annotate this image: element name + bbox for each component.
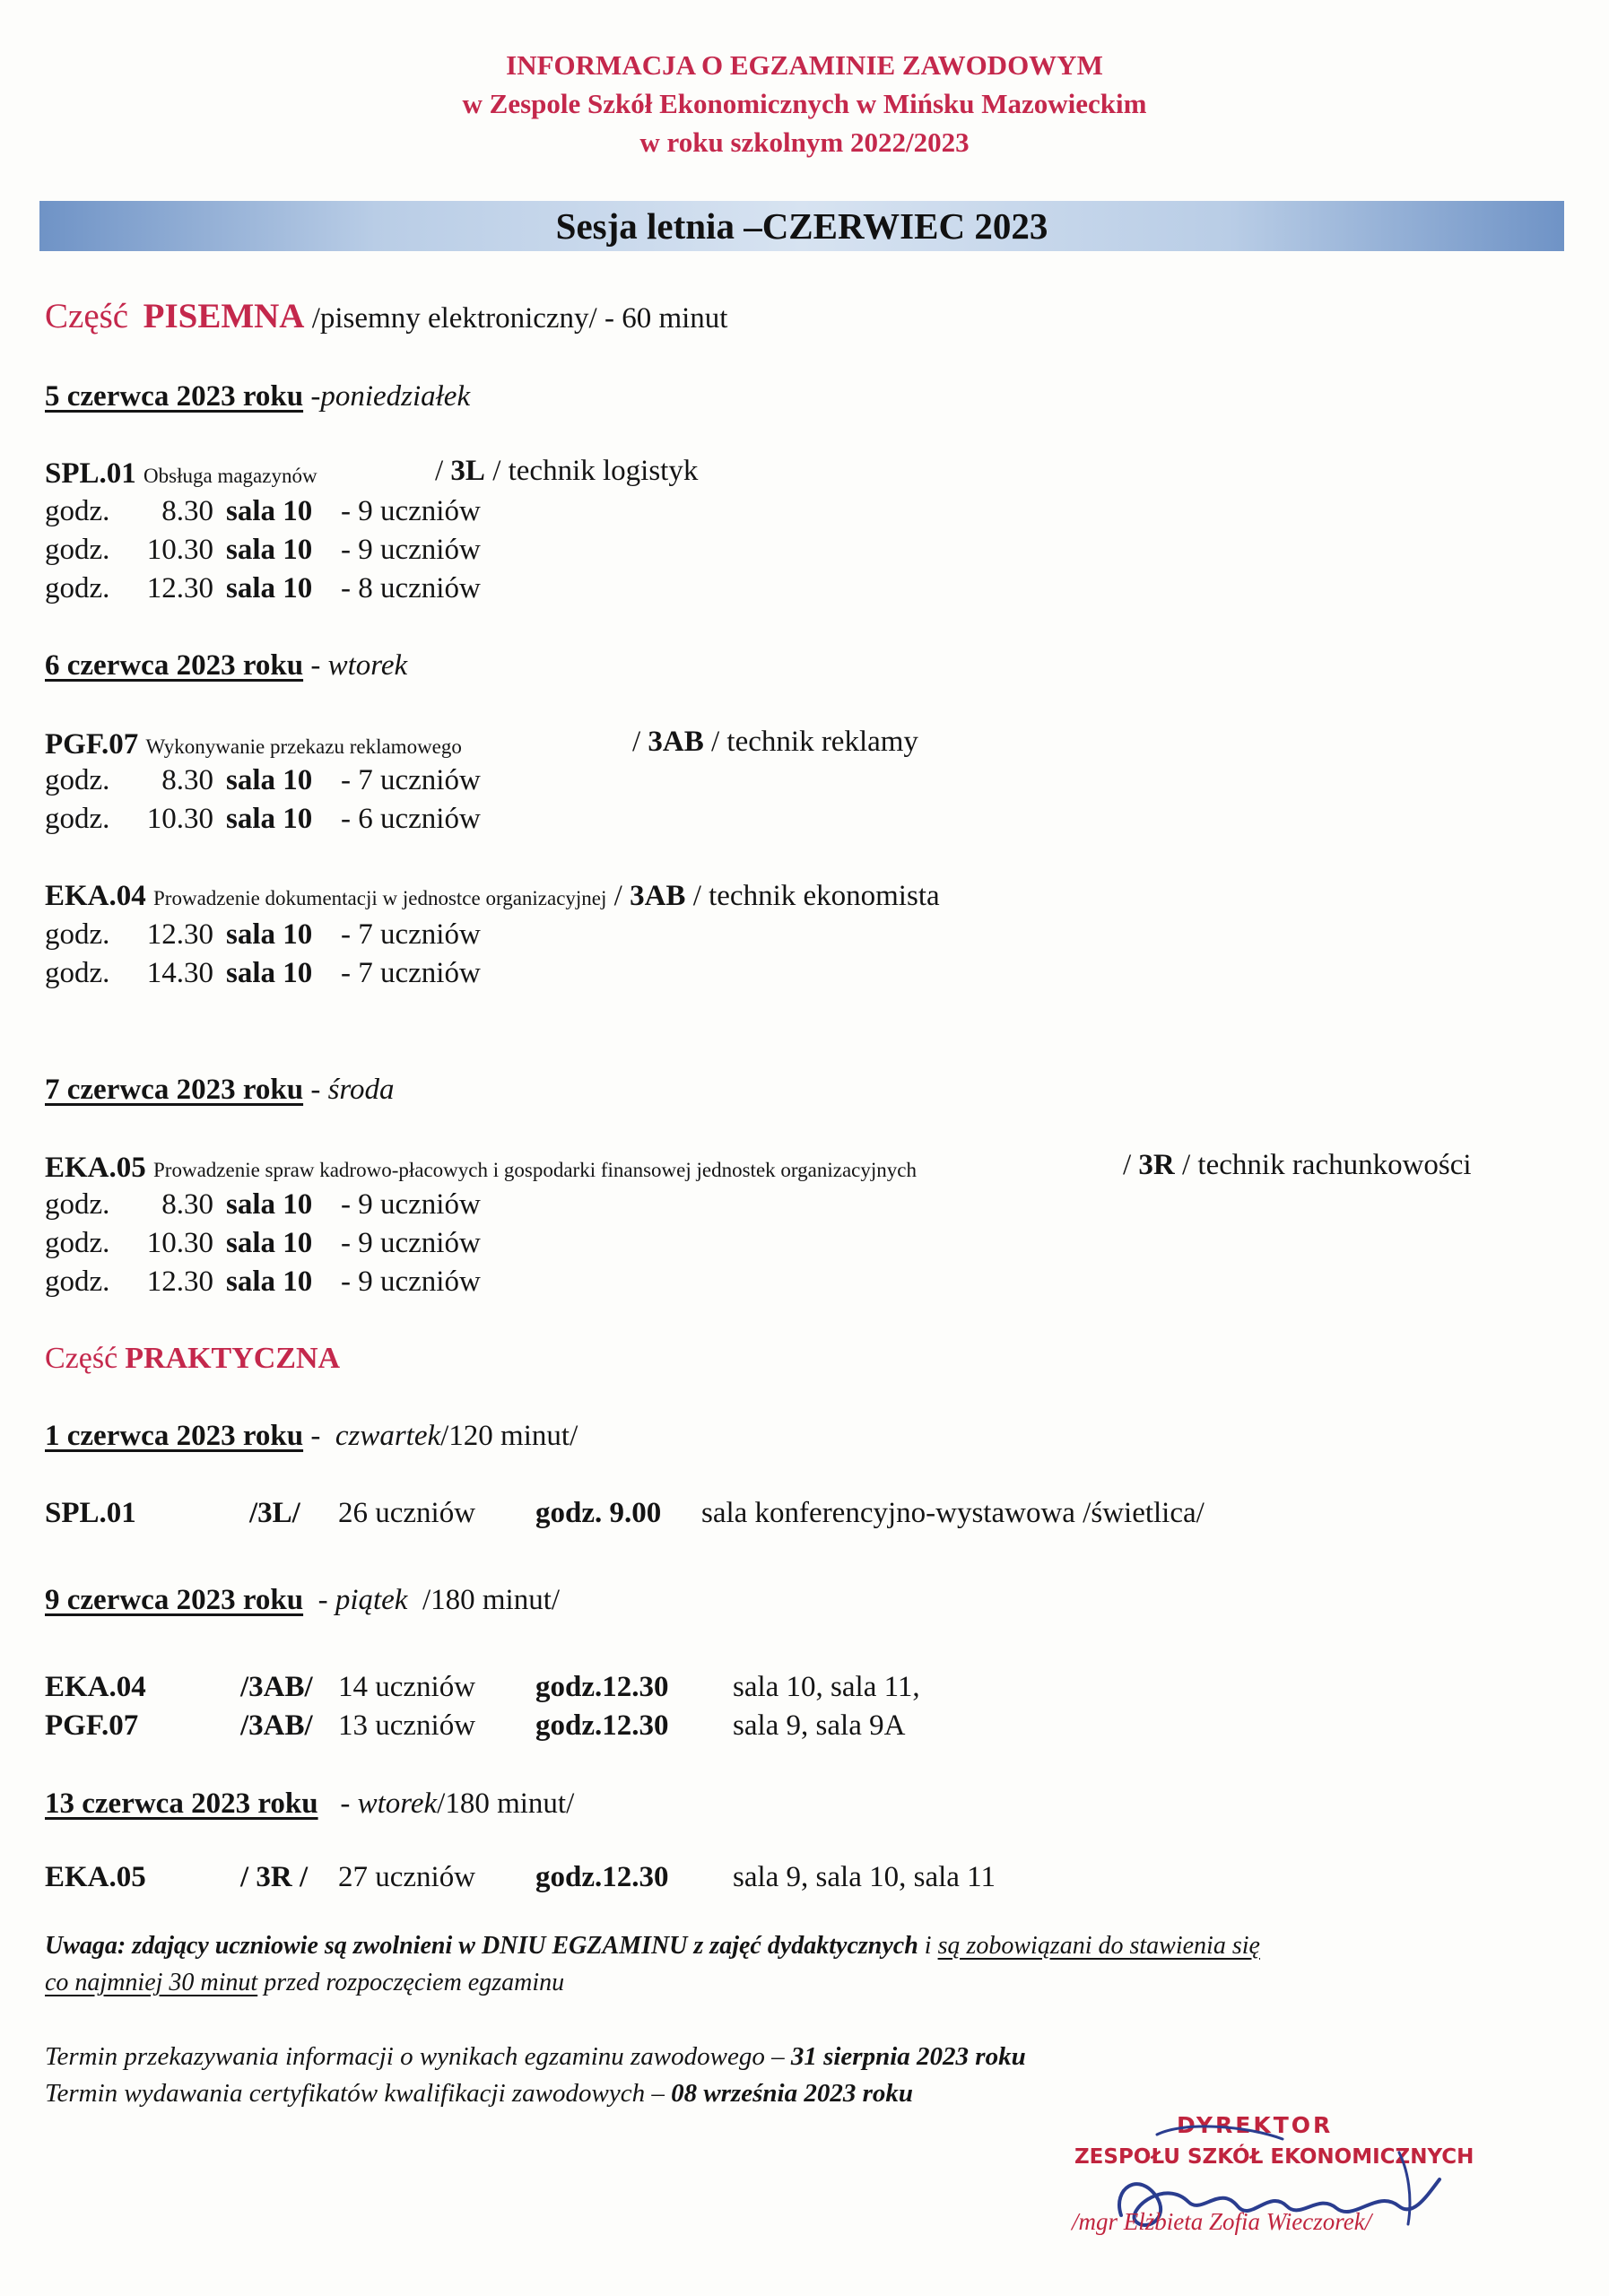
row-time: godz. 9.00 <box>535 1497 662 1529</box>
row-room: sala konferencyjno-wystawowa /świetlica/ <box>701 1497 1205 1529</box>
written-day-1-heading <box>45 380 470 413</box>
exam-eka05-class <box>1123 1149 1472 1182</box>
slot-room: sala 10 <box>226 803 313 835</box>
note-underlined-1: są zobowiązani do stawienia się <box>937 1932 1260 1960</box>
day-duration: /120 minut/ <box>440 1420 578 1452</box>
slot-count: - 7 uczniów <box>341 957 481 989</box>
slot-count: - 9 uczniów <box>341 1265 481 1298</box>
row-code: EKA.04 <box>45 1671 146 1703</box>
row-room: sala 9, sala 9A <box>733 1709 906 1742</box>
practical-part-heading <box>45 1342 340 1376</box>
day-weekday: - wtorek <box>310 649 408 682</box>
slot-row <box>45 957 481 990</box>
slot-count: - 7 uczniów <box>341 918 481 951</box>
exam-title: Prowadzenie dokumentacji w jednostce organizacyjnej <box>153 887 607 909</box>
slot-room: sala 10 <box>226 1265 313 1298</box>
exam-title: Prowadzenie spraw kadrowo-płacowych i gospodarki finansowej jednostek organizacyjnych <box>153 1159 917 1181</box>
slot-time: 12.30 <box>146 572 213 604</box>
exam-class-slash: / <box>632 726 641 758</box>
row-code: EKA.05 <box>45 1861 146 1893</box>
slot-count: - 6 uczniów <box>341 803 481 835</box>
header-line-1: INFORMACJA O EGZAMINIE ZAWODOWYM <box>506 49 1103 81</box>
footer-text-1: Termin przekazywania informacji o wynikach egzaminu zawodowego – <box>45 2042 791 2071</box>
exam-profession: / technik logistyk <box>492 455 699 487</box>
slot-godz: godz. <box>45 1188 110 1221</box>
slot-room: sala 10 <box>226 495 313 527</box>
written-part-label: Część <box>45 297 129 335</box>
slot-row <box>45 1188 481 1222</box>
slot-time: 8.30 <box>161 495 213 527</box>
slot-godz: godz. <box>45 495 110 527</box>
day-duration: /180 minut/ <box>437 1787 575 1820</box>
exam-class-slash: / <box>613 880 622 912</box>
exam-eka05-header <box>45 1152 917 1185</box>
session-banner <box>39 201 1564 251</box>
exam-pgf07-header <box>45 728 462 761</box>
note-underlined-2: co najmniej 30 minut <box>45 1969 258 1996</box>
slot-godz: godz. <box>45 764 110 796</box>
slot-time: 14.30 <box>146 957 213 989</box>
written-day-2-heading <box>45 649 407 683</box>
day-date: 7 czerwca 2023 roku <box>45 1074 304 1106</box>
slot-godz: godz. <box>45 918 110 951</box>
session-banner-title: Sesja letnia –CZERWIEC 2023 <box>555 205 1048 247</box>
written-part-desc: /pisemny elektroniczny/ - 60 minut <box>311 302 728 335</box>
row-time: godz.12.30 <box>535 1861 669 1893</box>
slot-time: 12.30 <box>146 1265 213 1298</box>
slot-godz: godz. <box>45 803 110 835</box>
slot-count: - 9 uczniów <box>341 1188 481 1221</box>
slot-row <box>45 764 481 797</box>
slot-godz: godz. <box>45 534 110 566</box>
slot-room: sala 10 <box>226 534 313 566</box>
slot-row <box>45 1265 481 1299</box>
slot-room: sala 10 <box>226 764 313 796</box>
slot-godz: godz. <box>45 572 110 604</box>
row-class: / 3R / <box>240 1861 309 1893</box>
exam-profession: / technik reklamy <box>711 726 918 758</box>
row-time: godz.12.30 <box>535 1709 669 1742</box>
footer-text-2: Termin wydawania certyfikatów kwalifikacji zawodowych – <box>45 2079 672 2108</box>
slot-godz: godz. <box>45 1265 110 1298</box>
practical-day-2-heading <box>45 1584 560 1617</box>
exam-pgf07-class <box>632 726 918 759</box>
row-code: SPL.01 <box>45 1497 136 1529</box>
exam-class: 3AB <box>648 726 704 758</box>
slot-time: 10.30 <box>146 534 213 566</box>
slot-count: - 9 uczniów <box>341 1227 481 1259</box>
note-line-2 <box>45 1969 564 1997</box>
slot-time: 12.30 <box>146 918 213 951</box>
row-count: 13 uczniów <box>338 1709 476 1742</box>
day-sep: - <box>310 1420 321 1452</box>
slot-row <box>45 572 481 605</box>
exam-class-slash: / <box>435 455 444 487</box>
exam-profession: / technik ekonomista <box>692 880 940 912</box>
slot-row <box>45 918 481 952</box>
slot-count: - 9 uczniów <box>341 534 481 566</box>
stamp-name: /mgr Elżbieta Zofia Wieczorek/ <box>1072 2208 1372 2235</box>
slot-room: sala 10 <box>226 918 313 951</box>
slot-godz: godz. <box>45 957 110 989</box>
stamp-title: DYREKTOR <box>1177 2112 1334 2138</box>
practical-day-1-heading <box>45 1420 578 1453</box>
note-line-1 <box>45 1932 1260 1961</box>
row-count: 26 uczniów <box>338 1497 476 1529</box>
exam-class: 3AB <box>630 880 686 912</box>
day-sep: - <box>317 1584 328 1616</box>
exam-spl01-header <box>45 457 317 491</box>
note-tail: przed rozpoczęciem egzaminu <box>257 1969 565 1996</box>
row-class: /3AB/ <box>240 1709 313 1742</box>
slot-room: sala 10 <box>226 1227 313 1259</box>
header-line-2: w Zespole Szkół Ekonomicznych w Mińsku Mazowieckim <box>462 88 1147 119</box>
exam-code: EKA.05 <box>45 1152 146 1184</box>
row-code: PGF.07 <box>45 1709 139 1742</box>
exam-class: 3L <box>450 455 485 487</box>
exam-code: EKA.04 <box>45 880 146 912</box>
day-weekday: czwartek <box>335 1420 441 1452</box>
day-date: 9 czerwca 2023 roku <box>45 1584 304 1616</box>
slot-time: 8.30 <box>161 764 213 796</box>
slot-count: - 9 uczniów <box>341 495 481 527</box>
slot-room: sala 10 <box>226 957 313 989</box>
row-count: 27 uczniów <box>338 1861 476 1893</box>
row-class: /3AB/ <box>240 1671 313 1703</box>
practical-part-name: PRAKTYCZNA <box>125 1342 341 1375</box>
written-part-name: PISEMNA <box>143 297 305 335</box>
day-date: 1 czerwca 2023 roku <box>45 1420 304 1452</box>
slot-time: 10.30 <box>146 803 213 835</box>
footer-line-1 <box>45 2042 1026 2072</box>
written-day-3-heading <box>45 1074 395 1107</box>
day-weekday: -poniedziałek <box>310 380 471 413</box>
exam-profession: / technik rachunkowości <box>1182 1149 1472 1181</box>
footer-date-2: 08 września 2023 roku <box>671 2079 914 2108</box>
day-weekday: wtorek <box>357 1787 438 1820</box>
row-time: godz.12.30 <box>535 1671 669 1703</box>
day-date: 13 czerwca 2023 roku <box>45 1787 318 1820</box>
exam-spl01-class <box>435 455 698 488</box>
slot-time: 8.30 <box>161 1188 213 1221</box>
note-bold: Uwaga: zdający uczniowie są zwolnieni w DNIU EGZAMINU z zajęć dydaktycznych <box>45 1932 918 1960</box>
footer-line-2 <box>45 2079 913 2109</box>
row-room: sala 9, sala 10, sala 11 <box>733 1861 996 1893</box>
slot-count: - 8 uczniów <box>341 572 481 604</box>
practical-day-3-heading <box>45 1787 574 1821</box>
row-class: /3L/ <box>249 1497 300 1529</box>
slot-row <box>45 1227 481 1260</box>
slot-count: - 7 uczniów <box>341 764 481 796</box>
note-mid: i <box>918 1932 938 1960</box>
day-date: 6 czerwca 2023 roku <box>45 649 304 682</box>
slot-godz: godz. <box>45 1227 110 1259</box>
stamp-school: ZESPOŁU SZKÓŁ EKONOMICZNYCH <box>1074 2145 1474 2169</box>
slot-row <box>45 534 481 567</box>
exam-title: Obsługa magazynów <box>144 465 317 487</box>
exam-class-slash: / <box>1123 1149 1132 1181</box>
header-line-3: w roku szkolnym 2022/2023 <box>639 126 970 158</box>
practical-part-label: Część <box>45 1342 118 1375</box>
day-duration: /180 minut/ <box>422 1584 561 1616</box>
written-part-heading <box>45 296 727 336</box>
exam-title: Wykonywanie przekazu reklamowego <box>145 735 462 758</box>
slot-room: sala 10 <box>226 572 313 604</box>
slot-row <box>45 803 481 836</box>
day-sep: - <box>340 1787 351 1820</box>
day-weekday: - środa <box>310 1074 395 1106</box>
row-room: sala 10, sala 11, <box>733 1671 920 1703</box>
slot-row <box>45 495 481 528</box>
footer-date-1: 31 sierpnia 2023 roku <box>790 2042 1026 2071</box>
day-date: 5 czerwca 2023 roku <box>45 380 304 413</box>
row-count: 14 uczniów <box>338 1671 476 1703</box>
day-weekday: piątek <box>335 1584 408 1616</box>
exam-eka04-header <box>45 880 940 913</box>
exam-code: SPL.01 <box>45 457 136 490</box>
slot-room: sala 10 <box>226 1188 313 1221</box>
exam-class: 3R <box>1138 1149 1175 1181</box>
slot-time: 10.30 <box>146 1227 213 1259</box>
exam-code: PGF.07 <box>45 728 139 761</box>
